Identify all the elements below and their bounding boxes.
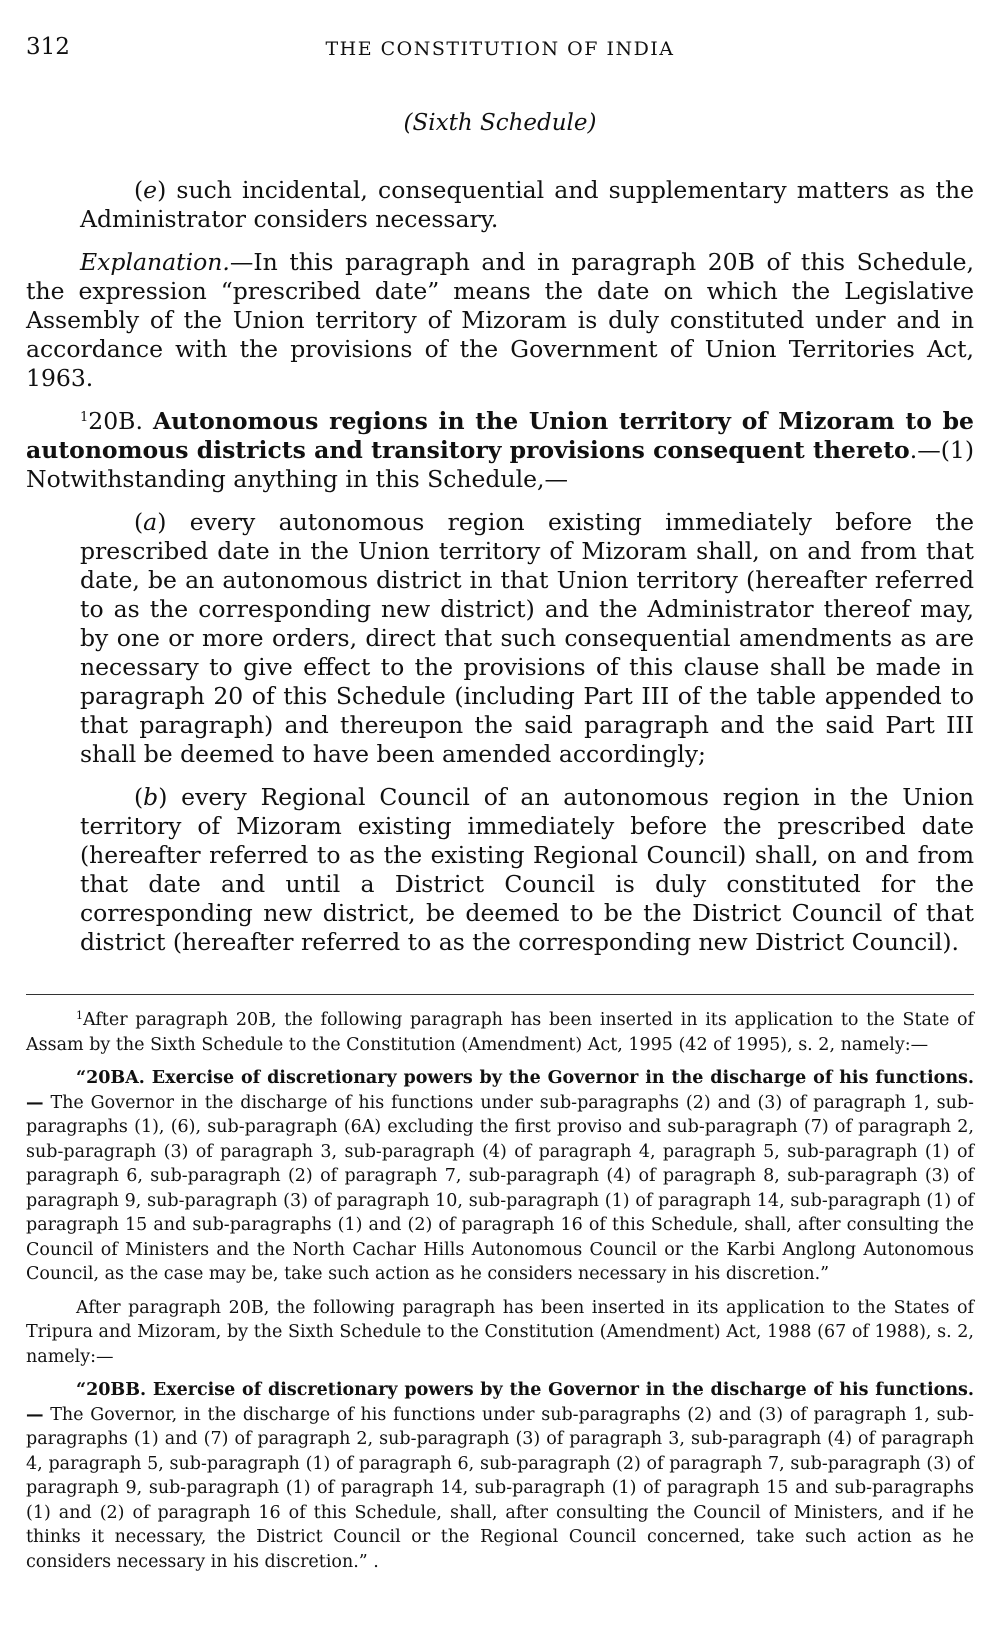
footnotes [26,1008,974,1583]
footnote-2-text: After paragraph 20B, the following paragraph has been inserted in its application to the States of Tripura and Mizoram, by the Sixth Schedule to the Constitution (Amendment) Act, 1988 (67 of 1988), s. 2, namely:— [26,1297,974,1367]
paragraph-20b-text: .—(1) Notwithstanding anything in this Schedule,— [26,436,974,493]
paragraph-20bb-text: The Governor, in the discharge of his functions under sub-paragraphs (2) and (3) of paragraph 1, sub-paragraphs (1) and (7) of paragraph 2, sub-paragraph (3) of paragraph 3, sub-paragraph (4) of paragraph 4, paragraph 5, sub-paragraph (1) of paragraph 6, sub-paragraph (2) of paragraph 7, sub-paragraph (3) of paragraph 9, sub-paragraph (1) of paragraph 14, sub-paragraph (1) of paragraph 15 and sub-paragraphs (1) and (2) of paragraph 16 of this Schedule, shall, after consulting the Council of Ministers, and if he thinks it necessary, the District Council or the Regional Council concerned, take such action as he considers necessary in his discretion.” . [26,1404,974,1572]
clause-e-marker: e [143,176,158,204]
paragraph-20ba [26,1066,974,1287]
footnote-2 [26,1296,974,1370]
explanation-text: —In this paragraph and in paragraph 20B of this Schedule, the expression “prescribed date” means the date on which the Legislative Assembly of the Union territory of Mizoram is duly constituted under and in accordance with the provisions of the Government of Union Territories Act, 1963. [26,248,974,392]
main-text [26,176,974,971]
explanation-paragraph [26,248,974,393]
paragraph-20ba-heading: “20BA. Exercise of discretionary powers by the Governor in the discharge of his functions.— [26,1068,974,1113]
schedule-label: (Sixth Schedule) [403,110,597,136]
clause-e-text: such incidental, consequential and supplementary matters as the Administrator considers necessary. [80,176,974,233]
clause-b: (b) every Regional Council of an autonomous region in the Union territory of Mizoram existing immediately before the prescribed date (hereafter referred to as the existing Regional Council) shall, on and from that date and until a District Council is duly constituted for the corresponding new district, be deemed to be the District Council of that district (hereafter referred to as the corresponding new District Council). [80,783,974,956]
running-title: THE CONSTITUTION OF INDIA [325,38,675,60]
paragraph-20b-number: 20B. [88,407,153,435]
clause-a-text: every autonomous region existing immediately before the prescribed date in the Union territory of Mizoram shall, on and from that date, be an autonomous district in that Union territory (hereafter referred to as the corresponding new district) and the Administrator thereof may, by one or more orders, direct that such consequential amendments as are necessary to give effect to the provisions of this clause shall be made in paragraph 20 of this Schedule (including Part III of the table appended to that paragraph) and thereupon the said paragraph and the said Part III shall be deemed to have been amended accordingly; [80,508,974,768]
paragraph-20b-heading: Autonomous regions in the Union territory of Mizoram to be autonomous districts and transitory provisions consequent thereto [26,407,975,464]
footnote-divider [26,994,974,995]
explanation-label: Explanation. [80,248,230,276]
clause-a-marker: a [143,508,158,536]
footnote-1-marker: 1 [76,1009,83,1022]
clause-a: (a) every autonomous region existing immediately before the prescribed date in the Union territory of Mizoram shall, on and from that date, be an autonomous district in that Union territory (hereafter referred to as the corresponding new district) and the Administrator thereof may, by one or more orders, direct that such consequential amendments as are necessary to give effect to the provisions of this clause shall be made in paragraph 20 of this Schedule (including Part III of the table appended to that paragraph) and thereupon the said paragraph and the said Part III shall be deemed to have been amended accordingly; [80,508,974,768]
page-number: 312 [26,34,70,60]
footnote-1 [26,1008,974,1057]
clause-e: (e) such incidental, consequential and supplementary matters as the Administrator considers necessary. [80,176,974,233]
paragraph-20ba-text: The Governor in the discharge of his functions under sub-paragraphs (2) and (3) of paragraph 1, sub-paragraphs (1), (6), sub-paragraph (6A) excluding the first proviso and sub-paragraph (7) of paragraph 2, sub-paragraph (3) of paragraph 3, sub-paragraph (4) of paragraph 4, paragraph 5, sub-paragraph (1) of paragraph 6, sub-paragraph (2) of paragraph 7, sub-paragraph (4) of paragraph 8, sub-paragraph (3) of paragraph 9, sub-paragraph (3) of paragraph 10, sub-paragraph (1) of paragraph 14, sub-paragraph (1) of paragraph 15 and sub-paragraphs (1) and (2) of paragraph 16 of this Schedule, shall, after consulting the Council of Ministers and the North Cachar Hills Autonomous Council or the Karbi Anglong Autonomous Council, as the case may be, take such action as he considers necessary in his discretion.” [26,1092,974,1284]
paragraph-20bb [26,1378,974,1574]
clause-b-text: every Regional Council of an autonomous region in the Union territory of Mizoram existing immediately before the prescribed date (hereafter referred to as the existing Regional Council) shall, on and from that date and until a District Council is duly constituted for the corresponding new district, be deemed to be the District Council of that district (hereafter referred to as the corresponding new District Council). [80,783,974,956]
footnote-reference: 1 [80,410,89,425]
paragraph-20b [26,407,974,494]
paragraph-20bb-heading: “20BB. Exercise of discretionary powers by the Governor in the discharge of his functions.— [26,1380,974,1425]
clause-b-marker: b [143,783,159,811]
page-header [26,34,974,70]
footnote-1-text: After paragraph 20B, the following paragraph has been inserted in its application to the State of Assam by the Sixth Schedule to the Constitution (Amendment) Act, 1995 (42 of 1995), s. 2, namely:— [26,1010,974,1055]
